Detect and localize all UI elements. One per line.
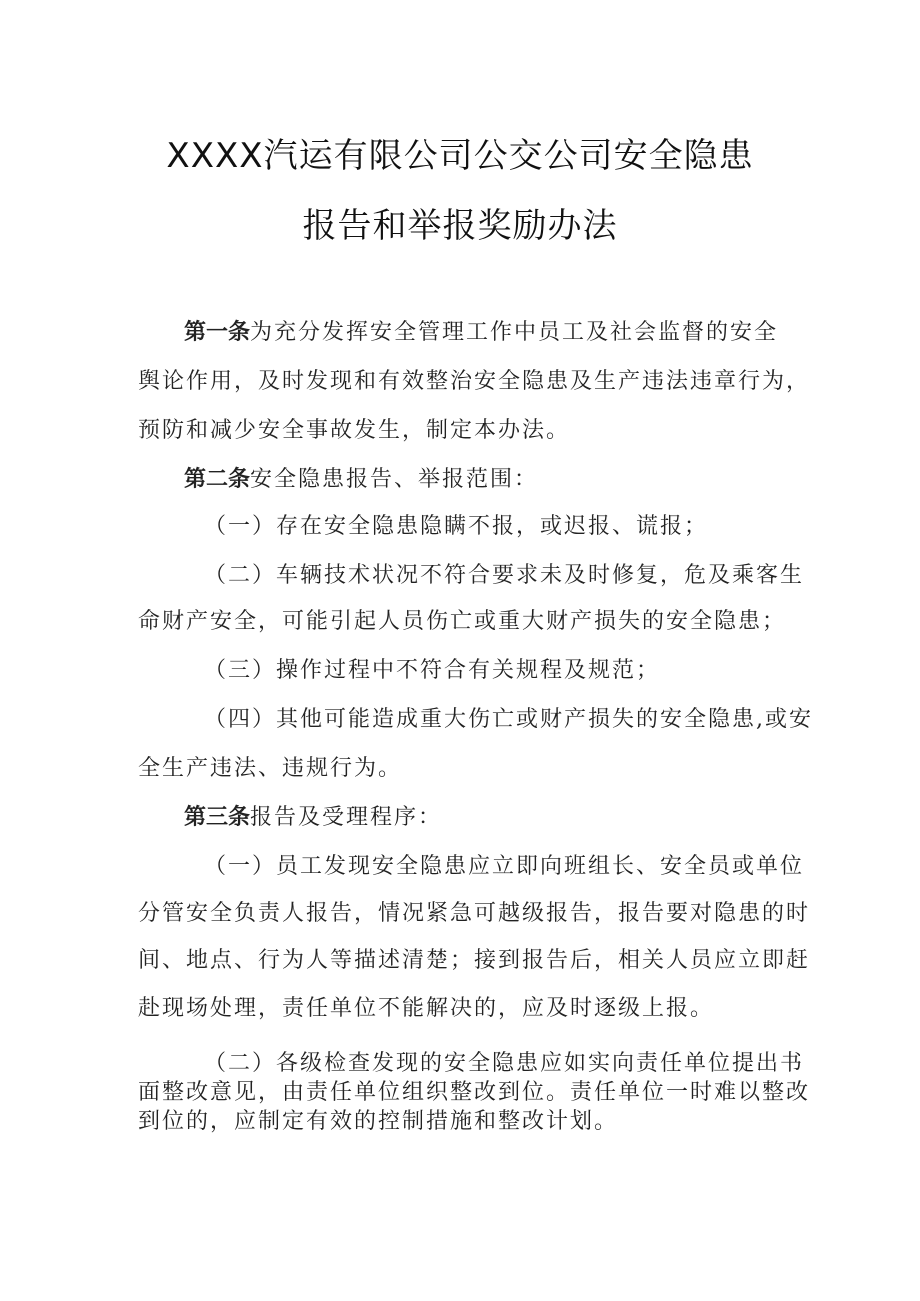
document-title-line-1: XXXX汽运有限公司公交公司安全隐患	[166, 136, 754, 176]
article-3-line-1	[184, 803, 442, 833]
article-3-text-1: 报告及受理程序：	[250, 805, 443, 830]
document-title-line-2: 报告和举报奖励办法	[302, 206, 618, 246]
article-3-item-1-line-1: （一）员工发现安全隐患应立即向班组长、安全员或单位	[204, 854, 805, 879]
article-2-line-1	[184, 465, 538, 495]
article-3-item-1-line-4: 赴现场处理，责任单位不能解决的，应及时逐级上报。	[138, 996, 715, 1021]
article-3-item-2-line-2: 面整改意见，由责任单位组织整改到位。责任单位一时难以整改	[138, 1080, 811, 1105]
article-3-item-1-line-2: 分管安全负责人报告，情况紧急可越级报告，报告要对隐患的时	[138, 901, 811, 926]
article-2-item-4-line-1: （四）其他可能造成重大伤亡或财产损失的安全隐患,或安	[204, 707, 813, 732]
article-3-item-1-line-3: 间、地点、行为人等描述清楚；接到报告后，相关人员应立即赶	[138, 948, 811, 973]
article-3-item-2-line-1: （二）各级检查发现的安全隐患应如实向责任单位提出书	[204, 1051, 805, 1076]
article-2-item-4-line-2: 全生产违法、违规行为。	[138, 756, 403, 781]
article-2-item-1: （一）存在安全隐患隐瞒不报，或迟报、谎报；	[204, 514, 709, 539]
article-2-text-1: 安全隐患报告、举报范围：	[250, 467, 539, 492]
article-1-text-1: 为充分发挥安全管理工作中员工及社会监督的安全	[250, 320, 779, 345]
article-1-line-2: 舆论作用，及时发现和有效整治安全隐患及生产违法违章行为，	[138, 369, 811, 394]
article-2-item-3: （三）操作过程中不符合有关规程及规范；	[204, 658, 661, 683]
article-2-item-2-line-1: （二）车辆技术状况不符合要求未及时修复，危及乘客生	[204, 563, 805, 588]
article-3-item-2-line-3: 到位的，应制定有效的控制措施和整改计划。	[138, 1109, 619, 1134]
article-2-label: 第二条	[184, 467, 251, 492]
article-2-item-2-line-2: 命财产安全，可能引起人员伤亡或重大财产损失的安全隐患；	[138, 609, 787, 634]
article-1-line-1	[184, 318, 778, 348]
article-1-label: 第一条	[184, 320, 251, 345]
article-1-line-3: 预防和减少安全事故发生，制定本办法。	[138, 418, 571, 443]
article-3-label: 第三条	[184, 805, 251, 830]
